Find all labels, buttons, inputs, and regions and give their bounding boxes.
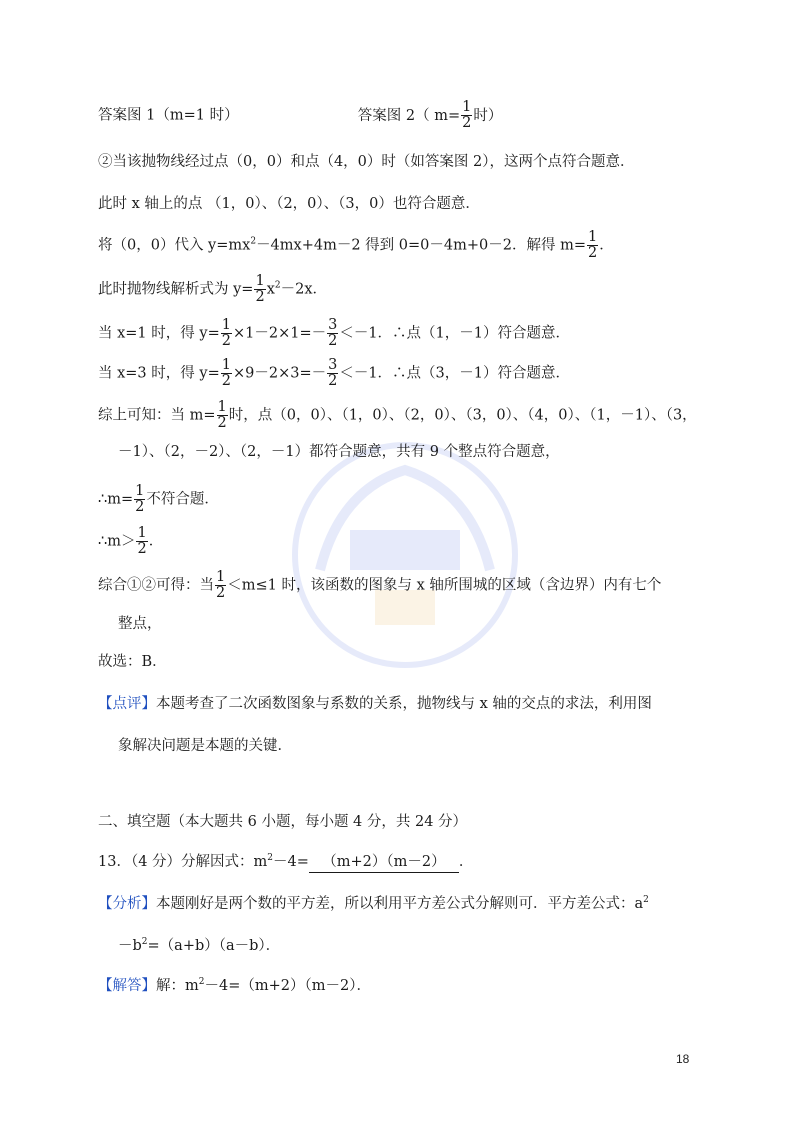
watermark-logo — [280, 430, 530, 680]
text-line: 此时 x 轴上的点 （1，0）、（2，0）、（3，0）也符合题意． — [98, 196, 480, 212]
text-line: 当 x=1 时，得 y= $\frac{1}{2}$ ×1－2×1=－ $\frac{3}{2}$ ＜－1．∴点（1，－1）符合题意． — [98, 317, 571, 349]
figure-caption-1: 答案图 1（m=1 时） — [98, 107, 239, 124]
text-line: 故选：B． — [98, 654, 167, 670]
text-line: $-b^2=(a+b)(a-b)$． — [118, 937, 281, 954]
text-line: 综上可知：当 m= $\frac{1}{2}$ 时，点（0，0）、（1，0）、（2，0）、（3，0）、（4，0）、（1，－1）、（3， — [98, 399, 697, 431]
figure-caption-row — [98, 100, 502, 131]
solution-tag: 【解答】 — [98, 978, 156, 994]
question-13: 13．（4 分）分解因式：$m^2-4= (m+2)(m-2)$ ． — [98, 852, 473, 873]
text-line: 整点， — [118, 616, 162, 632]
figure-caption-2: 答案图 2（ m= $\frac{1}{2}$ 时） — [357, 99, 503, 131]
text-line: 此时抛物线解析式为 y= $\frac{1}{2}$ $x^2-2x$． — [98, 273, 328, 305]
text-line: 象解决问题是本题的关键． — [118, 738, 292, 754]
answer-blank: （m+2）（m－2） — [309, 852, 459, 873]
section-heading: 二、填空题（本大题共 6 小题，每小题 4 分，共 24 分） — [98, 814, 468, 830]
text-line: ∴m＞ $\frac{1}{2}$ ． — [98, 525, 164, 557]
comment-tag: 【点评】 — [98, 696, 156, 712]
text-line: －1）、（2，－2）、（2，－1）都符合题意，共有 9 个整点符合题意， — [118, 444, 560, 460]
text-line: ②当该抛物线经过点（0，0）和点（4，0）时（如答案图 2），这两个点符合题意． — [98, 154, 635, 170]
solution-line: 【解答】解：$m^2-4=(m+2)(m-2)$． — [98, 977, 371, 994]
page-number: 18 — [676, 1052, 690, 1066]
text-line: ∴m= $\frac{1}{2}$ 不符合题． — [98, 483, 219, 515]
text-line: 综合①②可得：当 $\frac{1}{2}$ ＜m≤1 时，该函数的图象与 x 轴所围城的区域（含边界）内有七个 — [98, 569, 662, 601]
comment-line: 【点评】本题考查了二次函数图象与系数的关系，抛物线与 x 轴的交点的求法，利用图 — [98, 696, 652, 712]
text-line: 当 x=3 时，得 y= $\frac{1}{2}$ ×9－2×3=－ $\frac{3}{2}$ ＜－1．∴点（3，－1）符合题意． — [98, 357, 571, 389]
analysis-tag: 【分析】 — [98, 896, 156, 912]
text-line: 将（0，0）代入 $y=mx^2-4mx+4m-2$ 得到 0=0－4m+0－2．解得 m= $\frac{1}{2}$ ． — [98, 229, 614, 261]
analysis-line: 【分析】本题刚好是两个数的平方差，所以利用平方差公式分解则可．平方差公式：$a^2$ — [98, 895, 649, 912]
